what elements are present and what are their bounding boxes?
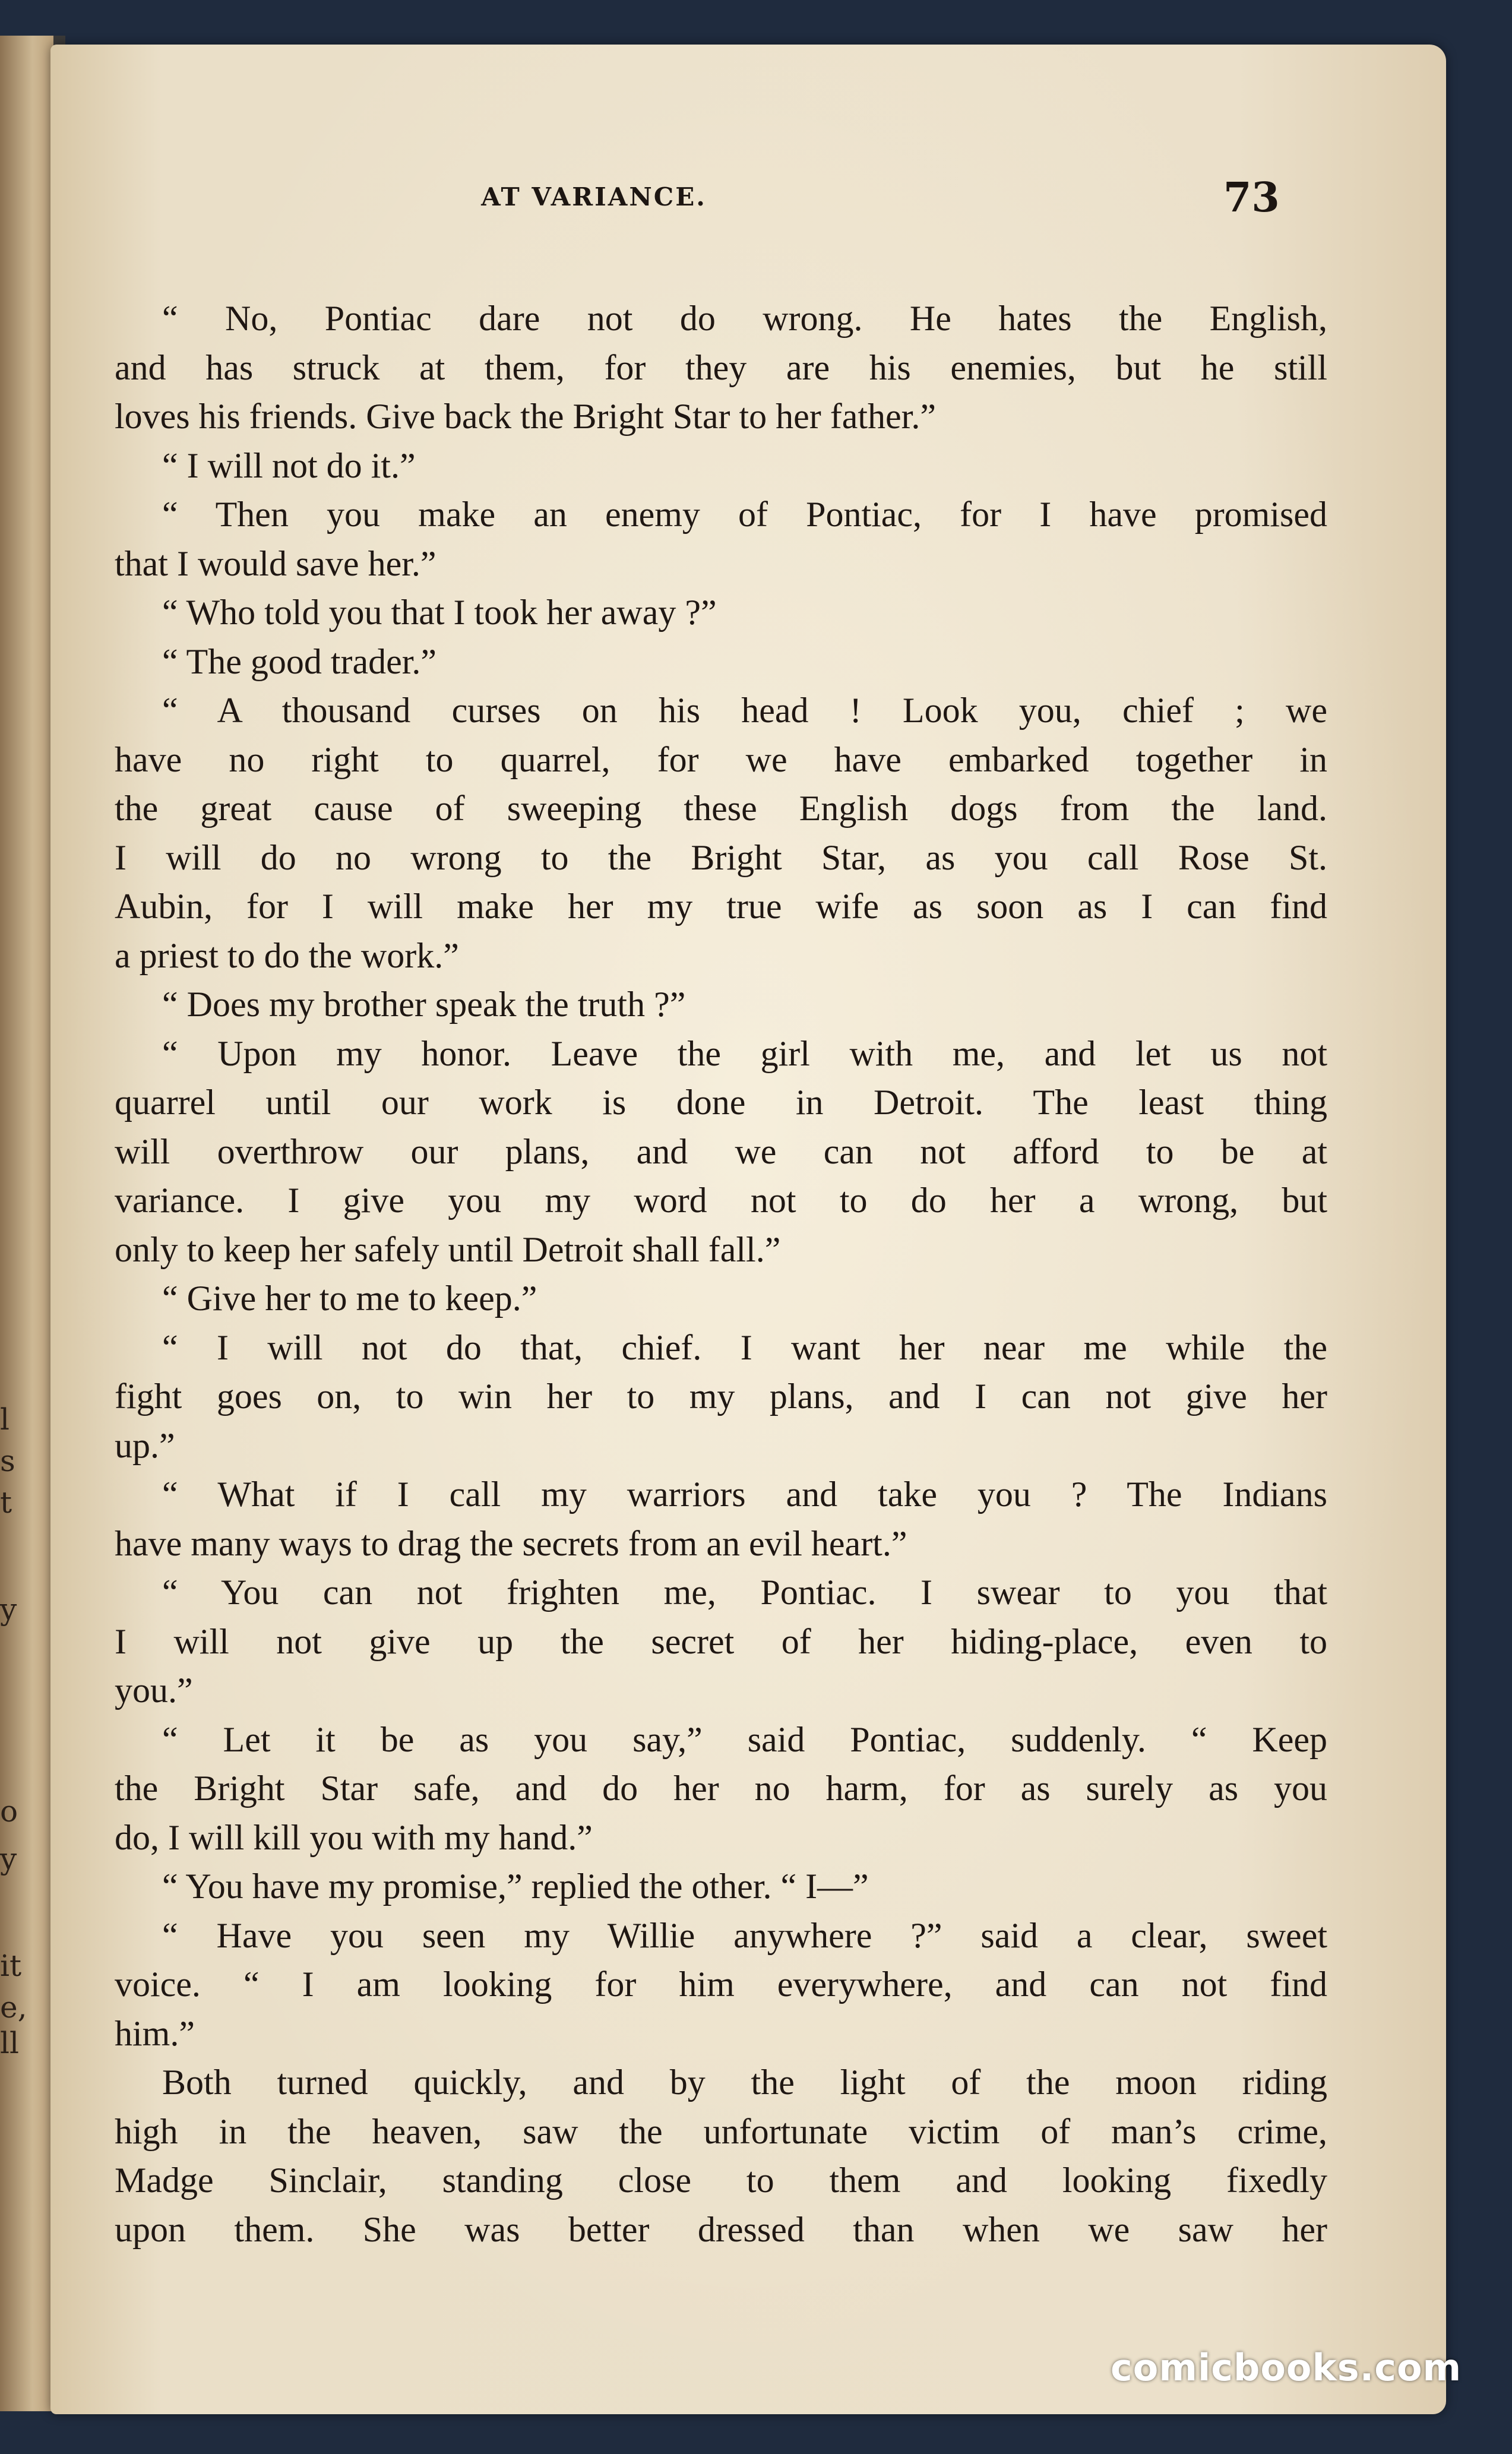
- text-line: a priest to do the work.”: [115, 935, 459, 975]
- text-line: I will not give up the secret of her hiding-place, even to: [115, 1621, 1327, 1661]
- text-line: only to keep her safely until Detroit shall fall.”: [115, 1229, 781, 1269]
- text-line: “ What if I call my warriors and take you ? The Indians: [162, 1475, 1327, 1514]
- text-line: you.”: [115, 1671, 193, 1710]
- text-line: the Bright Star safe, and do her no harm, for as surely as you: [115, 1769, 1327, 1808]
- text-line: Both turned quickly, and by the light of the moon riding: [162, 2063, 1327, 2102]
- text-line: Aubin, for I will make her my true wife as soon as I can find: [115, 887, 1327, 926]
- text-line: have no right to quarrel, for we have embarked together in: [115, 739, 1327, 779]
- previous-page-fragment: s: [0, 1444, 15, 1478]
- previous-page-fragment: y: [0, 1592, 17, 1627]
- book-page: [50, 45, 1446, 2414]
- text-line: “ Have you seen my Willie anywhere ?” said a clear, sweet: [162, 1915, 1327, 1955]
- text-line: have many ways to drag the secrets from an evil heart.”: [115, 1523, 907, 1563]
- text-line: “ Upon my honor. Leave the girl with me, and let us not: [162, 1033, 1327, 1073]
- text-line: him.”: [115, 2013, 195, 2053]
- text-line: “ Let it be as you say,” said Pontiac, suddenly. “ Keep: [162, 1719, 1327, 1759]
- text-line: “ Give her to me to keep.”: [162, 1279, 537, 1318]
- previous-page-fragment: e,: [0, 1990, 27, 2025]
- text-line: “ I will not do it.”: [162, 445, 416, 485]
- text-line: will overthrow our plans, and we can not afford to be at: [115, 1131, 1327, 1171]
- previous-page-fragment: it: [0, 1949, 22, 1983]
- previous-page-fragment: l: [0, 1402, 10, 1437]
- text-line: I will do no wrong to the Bright Star, as you call Rose St.: [115, 837, 1327, 877]
- text-line: “ Who told you that I took her away ?”: [162, 593, 717, 632]
- previous-page-fragment: y: [0, 1842, 17, 1876]
- previous-page-fragment: o: [0, 1794, 18, 1829]
- text-line: that I would save her.”: [115, 543, 436, 583]
- body-text: [115, 294, 1327, 2254]
- text-line: fight goes on, to win her to my plans, and I can not give her: [115, 1377, 1327, 1416]
- text-line: and has struck at them, for they are his enemies, but he still: [115, 347, 1327, 387]
- text-line: variance. I give you my word not to do her a wrong, but: [115, 1181, 1327, 1220]
- text-line: upon them. She was better dressed than when we saw her: [115, 2209, 1327, 2249]
- text-line: voice. “ I am looking for him everywhere, and can not find: [115, 1965, 1327, 2004]
- text-line: “ You have my promise,” replied the other. “ I—”: [162, 1867, 869, 1906]
- text-line: high in the heaven, saw the unfortunate victim of man’s crime,: [115, 2111, 1327, 2151]
- page-number: 73: [1223, 174, 1280, 222]
- text-line: “ Then you make an enemy of Pontiac, for I have promised: [162, 495, 1327, 534]
- text-line: “ Does my brother speak the truth ?”: [162, 985, 686, 1024]
- watermark: comicbooks.com: [1111, 2346, 1462, 2389]
- text-line: “ A thousand curses on his head ! Look you, chief ; we: [162, 691, 1327, 730]
- text-line: do, I will kill you with my hand.”: [115, 1817, 593, 1857]
- text-line: “ The good trader.”: [162, 641, 437, 681]
- text-line: up.”: [115, 1425, 175, 1465]
- text-line: the great cause of sweeping these English dogs from the land.: [115, 789, 1327, 828]
- text-line: loves his friends. Give back the Bright Star to her father.”: [115, 397, 936, 436]
- previous-page-fragment: ll: [0, 2026, 19, 2060]
- text-line: “ You can not frighten me, Pontiac. I swear to you that: [162, 1573, 1327, 1612]
- text-line: “ I will not do that, chief. I want her near me while the: [162, 1327, 1327, 1367]
- text-line: Madge Sinclair, standing close to them and looking fixedly: [115, 2161, 1327, 2200]
- previous-page-fragment: t: [0, 1485, 12, 1520]
- page-header: [50, 169, 1446, 223]
- text-line: “ No, Pontiac dare not do wrong. He hates the English,: [162, 299, 1327, 338]
- text-line: quarrel until our work is done in Detroit. The least thing: [115, 1083, 1327, 1122]
- running-head: AT VARIANCE.: [481, 182, 707, 211]
